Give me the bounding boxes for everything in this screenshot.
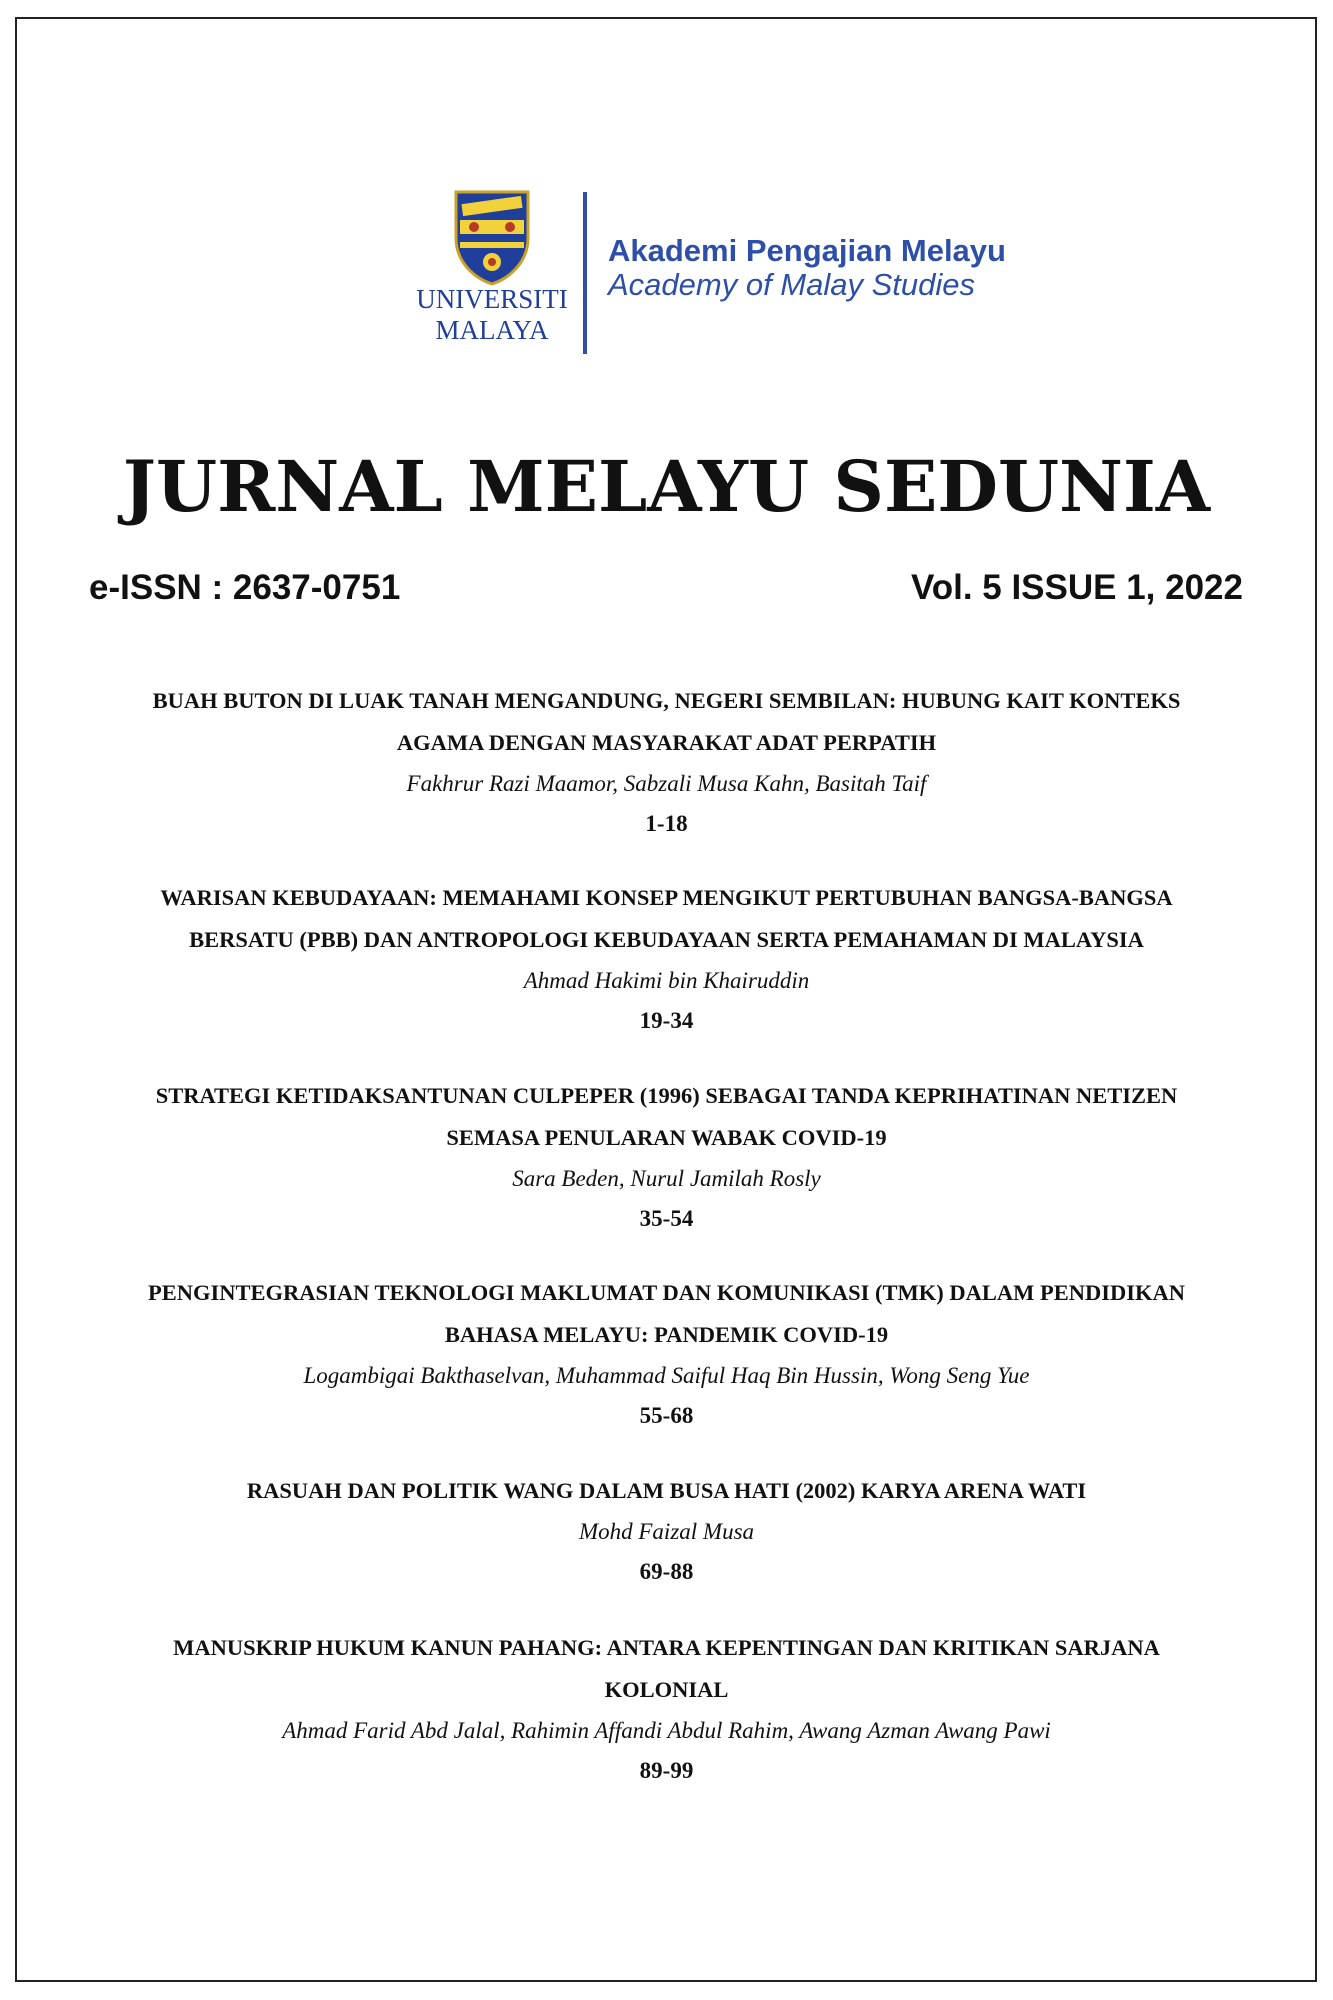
article-title-line: PENGINTEGRASIAN TEKNOLOGI MAKLUMAT DAN KOMUNIKASI (TMK) DALAM PENDIDIKAN — [148, 1280, 1185, 1305]
article-title-line: AGAMA DENGAN MASYARAKAT ADAT PERPATIH — [396, 730, 937, 755]
article-entry — [0, 1627, 1333, 1791]
academy-name-english: Academy of Malay Studies — [608, 267, 976, 302]
article-pages: 1-18 — [645, 811, 688, 836]
academy-name — [608, 234, 1006, 302]
journal-title: JURNAL MELAYU SEDUNIA — [122, 445, 1211, 528]
institution-logo — [410, 180, 1070, 360]
article-title-line: STRATEGI KETIDAKSANTUNAN CULPEPER (1996) SEBAGAI TANDA KEPRIHATINAN NETIZEN — [155, 1083, 1178, 1108]
article-pages: 19-34 — [639, 1008, 694, 1033]
academy-name-malay: Akademi Pengajian Melayu — [608, 233, 1006, 268]
logo-divider — [583, 192, 587, 354]
university-name-line1: UNIVERSITI — [416, 284, 568, 314]
article-title-line: BERSATU (PBB) DAN ANTROPOLOGI KEBUDAYAAN SERTA PEMAHAMAN DI MALAYSIA — [189, 927, 1144, 952]
article-entry — [0, 680, 1333, 844]
article-title-line: WARISAN KEBUDAYAAN: MEMAHAMI KONSEP MENGIKUT PERTUBUHAN BANGSA-BANGSA — [160, 885, 1173, 910]
university-crest-icon — [452, 186, 532, 286]
article-authors: Mohd Faizal Musa — [578, 1519, 755, 1544]
article-authors: Ahmad Farid Abd Jalal, Rahimin Affandi Abdul Rahim, Awang Azman Awang Pawi — [282, 1718, 1051, 1743]
article-pages: 55-68 — [639, 1403, 694, 1428]
university-name-line2: MALAYA — [435, 315, 549, 345]
article-title-line: BUAH BUTON DI LUAK TANAH MENGANDUNG, NEGERI SEMBILAN: HUBUNG KAIT KONTEKS — [152, 688, 1181, 713]
article-title-line: MANUSKRIP HUKUM KANUN PAHANG: ANTARA KEPENTINGAN DAN KRITIKAN SARJANA — [173, 1635, 1160, 1660]
article-entry — [0, 1075, 1333, 1239]
article-entry — [0, 1470, 1333, 1592]
article-authors: Ahmad Hakimi bin Khairuddin — [523, 968, 810, 993]
article-entry — [0, 877, 1333, 1041]
article-pages: 89-99 — [639, 1758, 694, 1783]
article-entry — [0, 1272, 1333, 1436]
article-authors: Sara Beden, Nurul Jamilah Rosly — [512, 1166, 821, 1191]
issn-number: e-ISSN : 2637-0751 — [89, 568, 401, 607]
volume-issue: Vol. 5 ISSUE 1, 2022 — [910, 568, 1243, 607]
article-pages: 69-88 — [639, 1559, 694, 1584]
article-authors: Logambigai Bakthaselvan, Muhammad Saiful Haq Bin Hussin, Wong Seng Yue — [303, 1363, 1030, 1388]
article-title-line: BAHASA MELAYU: PANDEMIK COVID-19 — [444, 1322, 889, 1347]
article-title-line: RASUAH DAN POLITIK WANG DALAM BUSA HATI (2002) KARYA ARENA WATI — [246, 1478, 1087, 1503]
university-name — [410, 284, 574, 346]
article-title-line: SEMASA PENULARAN WABAK COVID-19 — [446, 1125, 887, 1150]
article-authors: Fakhrur Razi Maamor, Sabzali Musa Kahn, Basitah Taif — [406, 771, 927, 796]
article-title-line: KOLONIAL — [604, 1677, 729, 1702]
article-pages: 35-54 — [639, 1206, 694, 1231]
